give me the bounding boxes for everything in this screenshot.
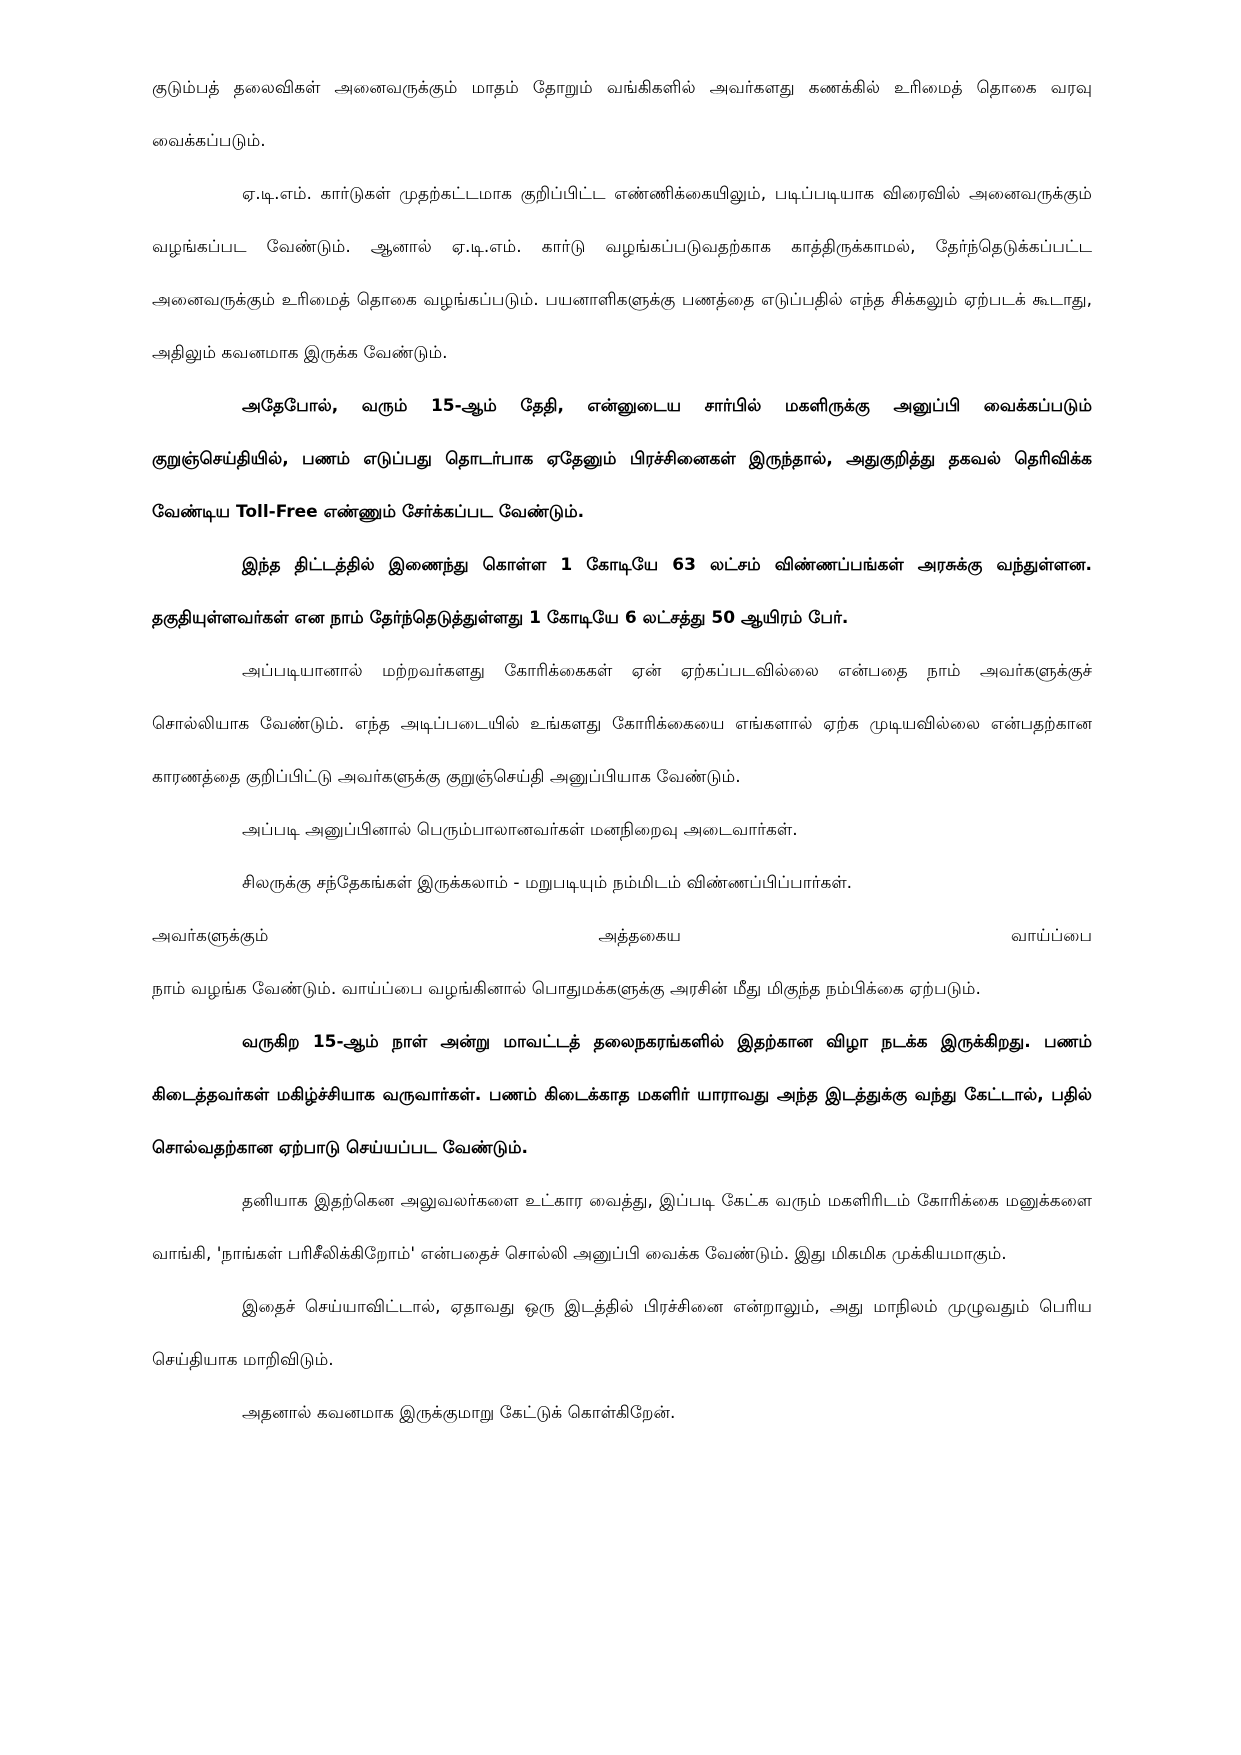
spread-word-2: அத்தகைய <box>598 926 681 946</box>
spread-line <box>152 910 1092 963</box>
paragraph-11: இதைச் செய்யாவிட்டால், ஏதாவது ஒரு இடத்தில் பிரச்சினை என்றாலும், அது மாநிலம் முழுவதும் பெரிய செய்தியாக மாறிவிடும். <box>152 1297 1092 1370</box>
paragraph-10: தனியாக இதற்கென அலுவலர்களை உட்கார வைத்து, இப்படி கேட்க வரும் மகளிரிடம் கோரிக்கை மனுக்களை வாங்கி, 'நாங்கள் பரிசீலிக்கிறோம்' என்பதைச் சொல்லி அனுப்பி வைக்க வேண்டும். இது மிகமிக முக்கியமாகும். <box>152 1191 1092 1264</box>
paragraph-6: அப்படி அனுப்பினால் பெரும்பாலானவர்கள் மனநிறைவு அடைவார்கள். <box>242 820 798 840</box>
spread-word-1: அவர்களுக்கும் <box>152 926 269 946</box>
paragraph-4-bold: இந்த திட்டத்தில் இணைந்து கொள்ள 1 கோடியே 63 லட்சம் விண்ணப்பங்கள் அரசுக்கு வந்துள்ளன. தகுதியுள்ளவர்கள் என நாம் தேர்ந்தெடுத்துள்ளது 1 கோடியே 6 லட்சத்து 50 ஆயிரம் பேர். <box>152 555 1092 628</box>
paragraph-8: நாம் வழங்க வேண்டும். வாய்ப்பை வழங்கினால் பொதுமக்களுக்கு அரசின் மீது மிகுந்த நம்பிக்கை ஏற்படும். <box>152 979 981 999</box>
document-page <box>152 62 1092 1440</box>
paragraph-5: அப்படியானால் மற்றவர்களது கோரிக்கைகள் ஏன் ஏற்கப்படவில்லை என்பதை நாம் அவர்களுக்குச் சொல்லியாக வேண்டும். எந்த அடிப்படையில் உங்களது கோரிக்கையை எங்களால் ஏற்க முடியவில்லை என்பதற்கான காரணத்தை குறிப்பிட்டு அவர்களுக்கு குறுஞ்செய்தி அனுப்பியாக வேண்டும். <box>152 661 1092 787</box>
paragraph-7: சிலருக்கு சந்தேகங்கள் இருக்கலாம் - மறுபடியும் நம்மிடம் விண்ணப்பிப்பார்கள். <box>242 873 853 893</box>
paragraph-1: குடும்பத் தலைவிகள் அனைவருக்கும் மாதம் தோறும் வங்கிகளில் அவர்களது கணக்கில் உரிமைத் தொகை வரவு வைக்கப்படும். <box>152 78 1092 151</box>
paragraph-3-bold: அதேபோல், வரும் 15-ஆம் தேதி, என்னுடைய சார்பில் மகளிருக்கு அனுப்பி வைக்கப்படும் குறுஞ்செய்தியில், பணம் எடுப்பது தொடர்பாக ஏதேனும் பிரச்சினைகள் இருந்தால், அதுகுறித்து தகவல் தெரிவிக்க வேண்டிய Toll-Free எண்ணும் சேர்க்கப்பட வேண்டும். <box>152 396 1092 522</box>
paragraph-9-bold: வருகிற 15-ஆம் நாள் அன்று மாவட்டத் தலைநகரங்களில் இதற்கான விழா நடக்க இருக்கிறது. பணம் கிடைத்தவர்கள் மகிழ்ச்சியாக வருவார்கள். பணம் கிடைக்காத மகளிர் யாராவது அந்த இடத்துக்கு வந்து கேட்டால், பதில் சொல்வதற்கான ஏற்பாடு செய்யப்பட வேண்டும். <box>152 1032 1092 1158</box>
paragraph-2: ஏ.டி.எம். கார்டுகள் முதற்கட்டமாக குறிப்பிட்ட எண்ணிக்கையிலும், படிப்படியாக விரைவில் அனைவருக்கும் வழங்கப்பட வேண்டும். ஆனால் ஏ.டி.எம். கார்டு வழங்கப்படுவதற்காக காத்திருக்காமல், தேர்ந்தெடுக்கப்பட்ட அனைவருக்கும் உரிமைத் தொகை வழங்கப்படும். பயனாளிகளுக்கு பணத்தை எடுப்பதில் எந்த சிக்கலும் ஏற்படக் கூடாது, அதிலும் கவனமாக இருக்க வேண்டும். <box>152 184 1092 363</box>
spread-word-3: வாய்ப்பை <box>1010 926 1092 946</box>
paragraph-12: அதனால் கவனமாக இருக்குமாறு கேட்டுக் கொள்கிறேன். <box>242 1403 676 1423</box>
